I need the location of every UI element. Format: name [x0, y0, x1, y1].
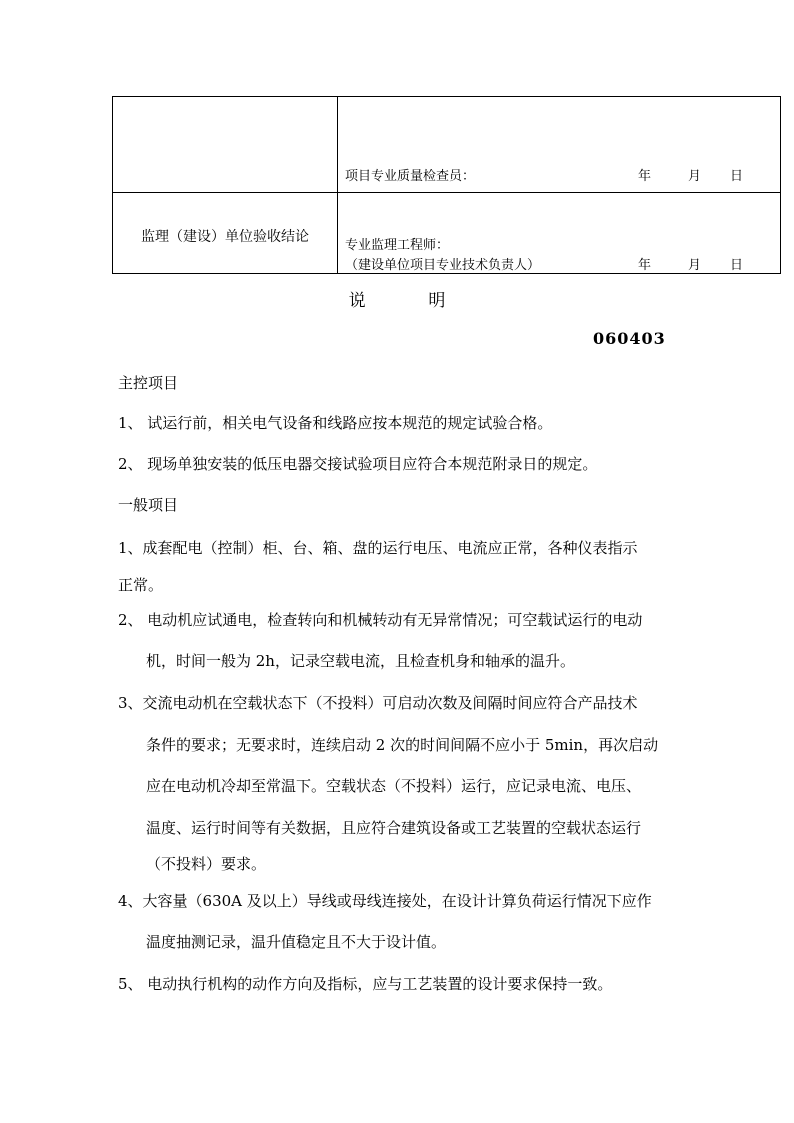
- inspector-row: [113, 97, 781, 193]
- month-label: 月: [688, 257, 702, 273]
- heading-left: 说: [348, 291, 366, 311]
- main-items-title: 主控项目: [118, 374, 179, 392]
- day-label: 日: [730, 169, 744, 184]
- heading-right: 明: [428, 291, 446, 311]
- supervision-row: [113, 192, 781, 273]
- section-heading: [0, 286, 794, 311]
- general-items-title: 一般项目: [118, 496, 179, 514]
- general-line: 正常。: [118, 576, 164, 594]
- general-line: 条件的要求；无要求时，连续启动 2 次的时间间隔不应小于 5min，再次启动: [146, 736, 659, 754]
- general-line: 温度抽测记录，温升值稳定且不大于设计值。: [146, 933, 447, 951]
- inspector-label: 项目专业质量检查员：: [345, 169, 476, 184]
- general-line: 4、大容量（630A 及以上）导线或母线连接处，在设计计算负荷运行情况下应作: [118, 892, 652, 910]
- general-line: 温度、运行时间等有关数据，且应符合建筑设备或工艺装置的空载状态运行: [146, 819, 642, 837]
- day-label: 日: [730, 257, 744, 273]
- document-code: 060403: [593, 329, 666, 348]
- sign-off-table: [112, 96, 781, 274]
- month-label: 月: [688, 169, 702, 184]
- inspector-cell: [338, 97, 781, 193]
- general-line: 5、 电动执行机构的动作方向及指标，应与工艺装置的设计要求保持一致。: [118, 975, 613, 993]
- main-item: 1、 试运行前，相关电气设备和线路应按本规范的规定试验合格。: [118, 414, 553, 432]
- empty-label-cell: [113, 97, 338, 193]
- conclusion-label-cell: [113, 192, 338, 273]
- general-line: 3、交流电动机在空载状态下（不投料）可启动次数及间隔时间应符合产品技术: [118, 694, 638, 712]
- engineer-label: 专业监理工程师：: [345, 237, 450, 253]
- owner-label: （建设单位项目专业技术负责人）: [345, 257, 541, 273]
- conclusion-label: 监理（建设）单位验收结论: [141, 228, 309, 245]
- general-line: （不投料）要求。: [146, 855, 267, 873]
- general-line: 1、成套配电（控制）柜、台、箱、盘的运行电压、电流应正常，各种仪表指示: [118, 539, 638, 557]
- year-label: 年: [638, 257, 652, 273]
- general-line: 机，时间一般为 2h，记录空载电流，且检查机身和轴承的温升。: [146, 652, 575, 670]
- main-item: 2、 现场单独安装的低压电器交接试验项目应符合本规范附录日的规定。: [118, 455, 598, 473]
- general-line: 2、 电动机应试通电，检查转向和机械转动有无异常情况；可空载试运行的电动: [118, 611, 643, 629]
- year-label: 年: [638, 169, 652, 184]
- general-line: 应在电动机冷却至常温下。空载状态（不投料）运行，应记录电流、电压、: [146, 777, 642, 795]
- engineer-cell: [338, 192, 781, 273]
